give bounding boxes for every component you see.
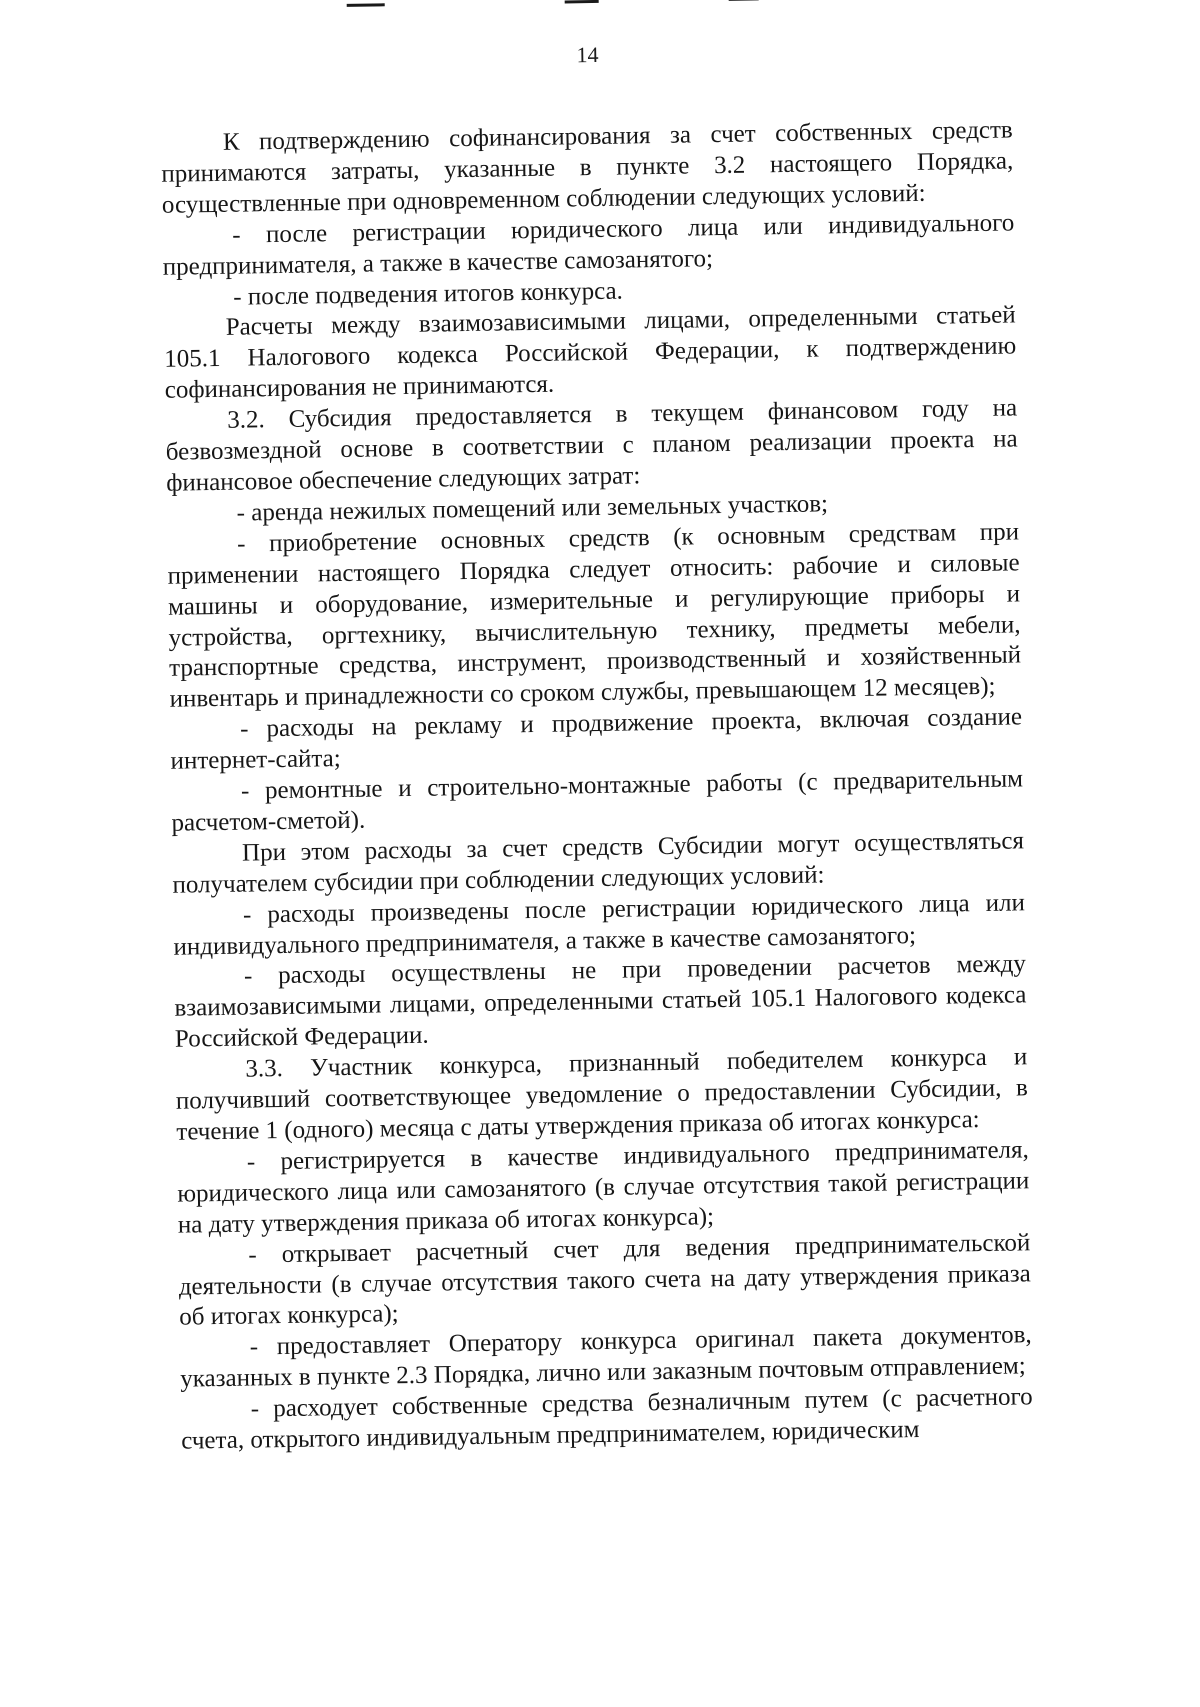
page-number: 14	[576, 41, 599, 68]
list-item-opens-account: - открывает расчетный счет для ведения предпринимательской деятельности (в случае отсутствия такого счета на дату утверждения приказа об итогах конкурса);	[178, 1228, 1031, 1332]
list-item-after-registration: - после регистрации юридического лица или индивидуального предпринимателя, а также в качестве самозанятого;	[162, 209, 1015, 281]
paragraph-subsidy-conditions: При этом расходы за счет средств Субсидии могут осуществляться получателем субсидии при соблюдении следующих условий:	[172, 827, 1025, 899]
scan-edge-mark	[347, 3, 385, 7]
list-item-fixed-assets: - приобретение основных средств (к основным средствам при применении настоящего Порядка следует относить: рабочие и силовые машины и оборудование, измерительные и регулирующие приборы и устройства, оргтехнику, вычислительную технику, предметы мебели, транспортные средства, инструмент, производственный и хозяйственный инвентарь и принадлежности со сроком службы, превышающем 12 месяцев);	[167, 518, 1022, 714]
list-item-registers: - регистрируется в качестве индивидуального предпринимателя, юридического лица или самозанятого (в случае отсутствия такой регистрации на дату утверждения приказа об итогах конкурса);	[177, 1136, 1030, 1239]
paragraph-interdependent-persons: Расчеты между взаимозависимыми лицами, определенными статьей 105.1 Налогового кодекса Российской Федерации, к подтверждению софинансирования не принимаются.	[164, 301, 1017, 405]
list-item-advertising: - расходы на рекламу и продвижение проекта, включая создание интернет-сайта;	[170, 703, 1023, 775]
scan-edge-mark	[729, 0, 759, 1]
list-item-expenses-not-interdependent: - расходы осуществлены не при проведении расчетов между взаимозависимыми лицами, определенными статьей 105.1 Налогового кодекса Российской Федерации.	[174, 950, 1027, 1053]
paragraph-3-2-subsidy: 3.2. Субсидия предоставляется в текущем финансовом году на безвозмездной основе в соответствии с планом реализации проекта на финансовое обеспечение следующих затрат:	[165, 394, 1018, 497]
list-item-expenses-after-registration: - расходы произведены после регистрации юридического лица или индивидуального предпринимателя, а также в качестве самозанятого;	[173, 888, 1026, 961]
list-item-after-results: - после подведения итогов конкурса.	[233, 277, 624, 311]
scan-edge-mark	[565, 0, 599, 3]
paragraph-cofinancing-intro: К подтверждению софинансирования за счет собственных средств принимаются затраты, указанные в пункте 3.2 настоящего Порядка, осуществленные при одновременном соблюдении следующих условий:	[161, 116, 1014, 219]
list-item-repair-works: - ремонтные и строительно-монтажные работы (с предварительным расчетом-сметой).	[171, 765, 1024, 837]
list-item-rent: - аренда нежилых помещений или земельных участков;	[236, 490, 829, 527]
paragraph-3-3-winner: 3.3. Участник конкурса, признанный победителем конкурса и получивший соответствующее уведомление о предоставлении Субсидии, в течение 1 (одного) месяца с даты утверждения приказа об итогах конкурса:	[175, 1043, 1029, 1146]
list-item-provides-documents: - предоставляет Оператору конкурса оригинал пакета документов, указанных в пункте 2.3 Порядка, лично или заказным почтовым отправлением;	[180, 1321, 1032, 1393]
document-body	[161, 115, 1034, 1457]
list-item-spends-own-funds: - расходует собственные средства безналичным путем (с расчетного счета, открытого индивидуальным предпринимателем, юридическим	[181, 1383, 1033, 1455]
